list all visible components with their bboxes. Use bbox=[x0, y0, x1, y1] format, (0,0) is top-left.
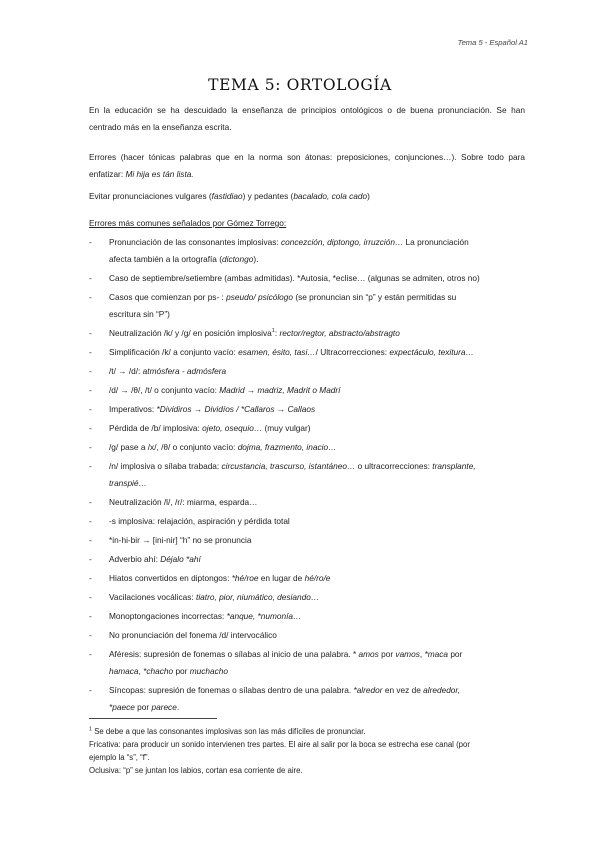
page-title: TEMA 5: ORTOLOGÍA bbox=[208, 76, 392, 94]
list-item: - No pronunciación del fonema /d/ intervocálico bbox=[89, 630, 277, 640]
footnote-oclusiva: Oclusiva: “p” se juntan los labios, cortan esa corriente de aire. bbox=[89, 766, 303, 775]
list-item: - Monoptongaciones incorrectas: *anque, *numonía… bbox=[89, 611, 302, 621]
intro-paragraph bbox=[89, 102, 525, 136]
errores-paragraph bbox=[89, 149, 525, 183]
footnote-divider bbox=[89, 718, 217, 719]
list-item: - /n/ implosiva o sílaba trabada: circustancia, trascurso, istantáneo… o ultracorrecciones: transplante, transpié… bbox=[89, 461, 476, 488]
errors-list bbox=[0, 234, 600, 718]
page-header: Tema 5 - Español A1 bbox=[457, 38, 528, 47]
errores-line-1: Errores (hacer tónicas palabras que en la norma son átonas: preposiciones, conjunciones…). Sobre todo para bbox=[89, 152, 525, 162]
errores-line-2: enfatizar: Mi hija es tán lista. bbox=[89, 169, 194, 179]
list-item: - /g/ pase a /x/, /θ/ o conjunto vacío: dojma, frazmento, inacio… bbox=[89, 442, 337, 452]
list-item: - Caso de septiembre/setiembre (ambas admitidas). *Autosia, *eclise… (algunas se admiten, otros no) bbox=[89, 273, 480, 283]
list-item: - Imperativos: *Dividiros → Dividíos / *Callaros → Callaos bbox=[89, 404, 316, 414]
list-item: - *in-hi-bir → [ini-nir] “h” no se pronuncia bbox=[89, 535, 252, 545]
list-item: - Simplificación /k/ a conjunto vacío: esamen, ésito, tasi…/ Ultracorrecciones: expectáculo, texitura… bbox=[89, 347, 474, 357]
list-item: - Vacilaciones vocálicas: tiatro, pior, niumático, desiando… bbox=[89, 592, 320, 602]
list-item: - Neutralización /k/ y /g/ en posición implosiva$^1$: rector/regtor, abstracto/abstragto bbox=[89, 328, 400, 338]
intro-line-2: centrado más en la enseñanza escrita. bbox=[89, 122, 232, 132]
list-item: - Adverbio ahí: Déjalo *ahí bbox=[89, 554, 201, 564]
list-item: - Pérdida de /b/ implosiva: ojeto, osequio… (muy vulgar) bbox=[89, 423, 311, 433]
section-heading: Errores más comunes señalados por Gómez Torrego: bbox=[89, 218, 287, 228]
list-item: - /t/ → /d/: atmósfera - admósfera bbox=[89, 366, 227, 376]
list-item: - /d/ → /θ/, /t/ o conjunto vacío: Madrid → madriz, Madrit o Madrí bbox=[89, 385, 341, 395]
footnote-fricativa-cont: ejemplo la “s”, “f”. bbox=[89, 753, 150, 762]
list-item: - Aféresis: supresión de fonemas o sílabas al inicio de una palabra. * amos por vamos, *maca por hamaca, *chacho por muchacho bbox=[89, 649, 463, 676]
list-item: - Síncopas: supresión de fonemas o sílabas dentro de una palabra. *alredor en vez de alrededor, *paece por parece. bbox=[89, 685, 461, 712]
list-item: - -s implosiva: relajación, aspiración y pérdida total bbox=[89, 516, 290, 526]
evitar-paragraph: Evitar pronunciaciones vulgares (fastidiao) y pedantes (bacalado, cola cado) bbox=[89, 191, 370, 201]
footnote-1: $^1$ Se debe a que las consonantes implosivas son las más difíciles de pronunciar. bbox=[89, 726, 366, 736]
footnote-fricativa: Fricativa: para producir un sonido intervienen tres partes. El aire al salir por la boca se estrecha ese canal (por bbox=[89, 740, 470, 749]
list-item: - Casos que comienzan por ps- : pseudo/ psicólogo (se pronuncian sin “p” y están permitidas su escritura sin “P”) bbox=[89, 292, 457, 319]
list-item: - Neutralización /l/, /r/: miarma, esparda… bbox=[89, 497, 258, 507]
footnotes bbox=[89, 725, 529, 777]
list-item: - Pronunciación de las consonantes implosivas: concezción, diptongo, irruzción… La pronunciación afecta también a la ortografía (dictongo). bbox=[89, 237, 469, 264]
intro-line-1: En la educación se ha descuidado la enseñanza de principios ontológicos o de buena pronunciación. Se han bbox=[89, 105, 525, 115]
list-item: - Hiatos convertidos en diptongos: *hé/roe en lugar de hé/ro/e bbox=[89, 573, 331, 583]
footnote-ref: 1 bbox=[271, 328, 275, 335]
